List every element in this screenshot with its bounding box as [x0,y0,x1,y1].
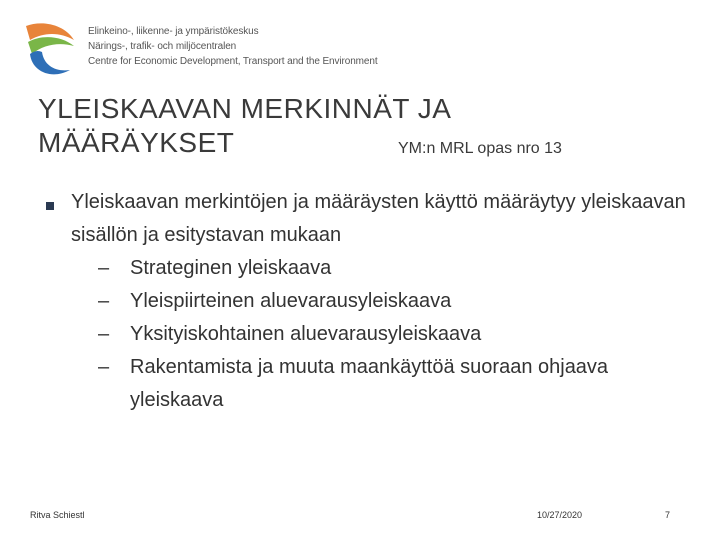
sub-bullet-item [98,285,696,318]
footer-date: 10/27/2020 [537,510,583,520]
dash-marker: – [98,290,110,312]
sub-bullet-item [98,252,696,285]
title-line-2: MÄÄRÄYKSET [38,127,235,158]
org-name-english: Centre for Economic Development, Transport and the Environment [88,56,378,67]
footer-author: Ritva Schiestl [30,510,85,520]
org-name-swedish: Närings-, trafik- och miljöcentralen [88,41,237,52]
sub-bullet-text: Yksityiskohtainen aluevarausyleiskaava [130,323,482,345]
dash-marker: – [98,323,110,345]
dash-marker: – [98,257,110,279]
sub-bullet-text: Rakentamista ja muuta maankäyttöä suoraan ohjaava yleiskaava [130,356,609,411]
bullet-square-icon [46,202,54,210]
title-line-1: YLEISKAAVAN MERKINNÄT JA [38,93,452,124]
sub-bullet-text: Strateginen yleiskaava [130,257,332,279]
organization-name [88,24,378,69]
sub-bullet-text: Yleispiirteinen aluevarausyleiskaava [130,290,452,312]
bullet-text: Yleiskaavan merkintöjen ja määräysten käyttö määräytyy yleiskaavan sisällön ja esitystavan mukaan [71,191,686,246]
ely-logo-icon [20,20,78,80]
slide-content [46,191,696,417]
bullet-item [46,191,696,252]
footer-page-number: 7 [665,510,671,520]
title-reference: YM:n MRL opas nro 13 [398,140,562,157]
sub-bullet-list [98,252,696,417]
slide-title [38,92,698,160]
dash-marker: – [98,356,110,378]
org-name-finnish: Elinkeino-, liikenne- ja ympäristökeskus [88,26,259,37]
sub-bullet-item [98,318,696,351]
sub-bullet-item [98,351,696,417]
